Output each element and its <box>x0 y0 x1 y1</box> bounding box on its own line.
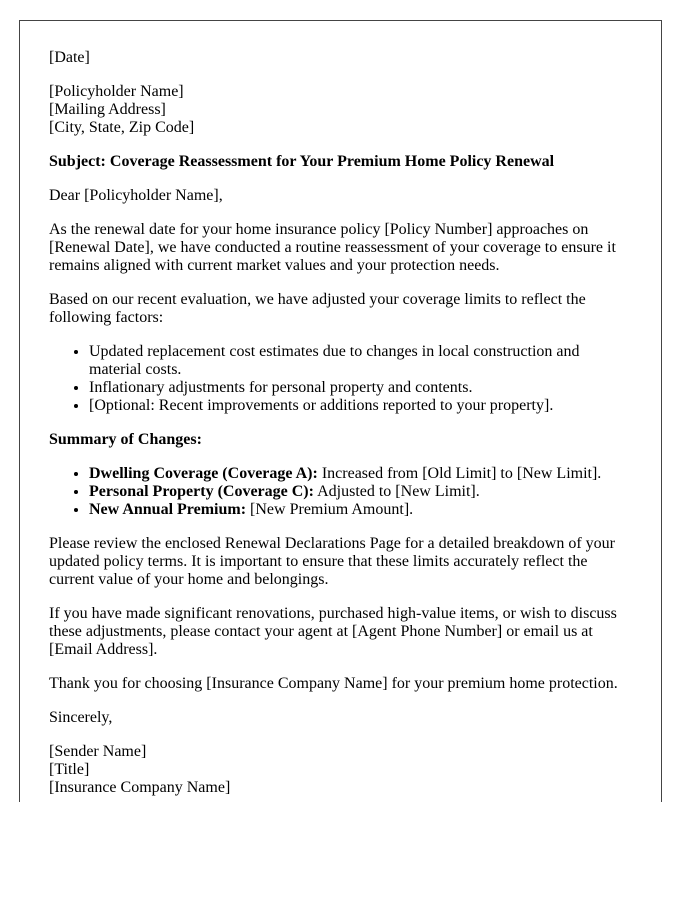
factors-list <box>49 343 632 415</box>
closing: Sincerely, <box>49 709 113 726</box>
change-label: Dwelling Coverage (Coverage A): <box>89 465 318 482</box>
paragraph-evaluation: Based on our recent evaluation, we have adjusted your coverage limits to reflect the following factors: <box>49 291 586 326</box>
change-text: Adjusted to [New Limit]. <box>313 483 480 500</box>
recipient-name: [Policyholder Name] <box>49 83 184 100</box>
changes-list <box>49 465 632 519</box>
paragraph-intro: As the renewal date for your home insurance policy [Policy Number] approaches on [Renewal Date], we have conducted a routine reassessment of your coverage to ensure it remains aligned with current market values and your protection needs. <box>49 221 616 274</box>
salutation: Dear [Policyholder Name], <box>49 187 223 204</box>
paragraph-review: Please review the enclosed Renewal Declarations Page for a detailed breakdown of your updated policy terms. It is important to ensure that these limits accurately reflect the current value of your home and belongings. <box>49 535 615 588</box>
list-item: • [Optional: Recent improvements or additions reported to your property]. <box>89 397 632 415</box>
change-text: Increased from [Old Limit] to [New Limit]. <box>317 465 602 482</box>
signature-block <box>49 743 632 797</box>
list-item <box>89 501 632 519</box>
sender-name: [Sender Name] <box>49 743 147 760</box>
recipient-city-state-zip: [City, State, Zip Code] <box>49 119 195 136</box>
list-item <box>89 465 632 483</box>
recipient-address <box>49 83 632 137</box>
list-item: • Inflationary adjustments for personal property and contents. <box>89 379 632 397</box>
list-item: • Updated replacement cost estimates due to changes in local construction and material costs. <box>89 343 632 379</box>
letter <box>19 20 662 802</box>
paragraph-thanks: Thank you for choosing [Insurance Company Name] for your premium home protection. <box>49 675 618 692</box>
sender-title: [Title] <box>49 761 90 778</box>
subject-line: Subject: Coverage Reassessment for Your Premium Home Policy Renewal <box>49 153 555 170</box>
change-text: [New Premium Amount]. <box>246 501 414 518</box>
list-item <box>89 483 632 501</box>
summary-heading: Summary of Changes: <box>49 431 202 448</box>
change-label: New Annual Premium: <box>89 501 247 518</box>
recipient-mailing-address: [Mailing Address] <box>49 101 166 118</box>
paragraph-contact: If you have made significant renovations, purchased high-value items, or wish to discuss these adjustments, please contact your agent at [Agent Phone Number] or email us at [Email Address]. <box>49 605 617 658</box>
change-label: Personal Property (Coverage C): <box>89 483 314 500</box>
sender-company: [Insurance Company Name] <box>49 779 231 796</box>
date: [Date] <box>49 49 90 66</box>
